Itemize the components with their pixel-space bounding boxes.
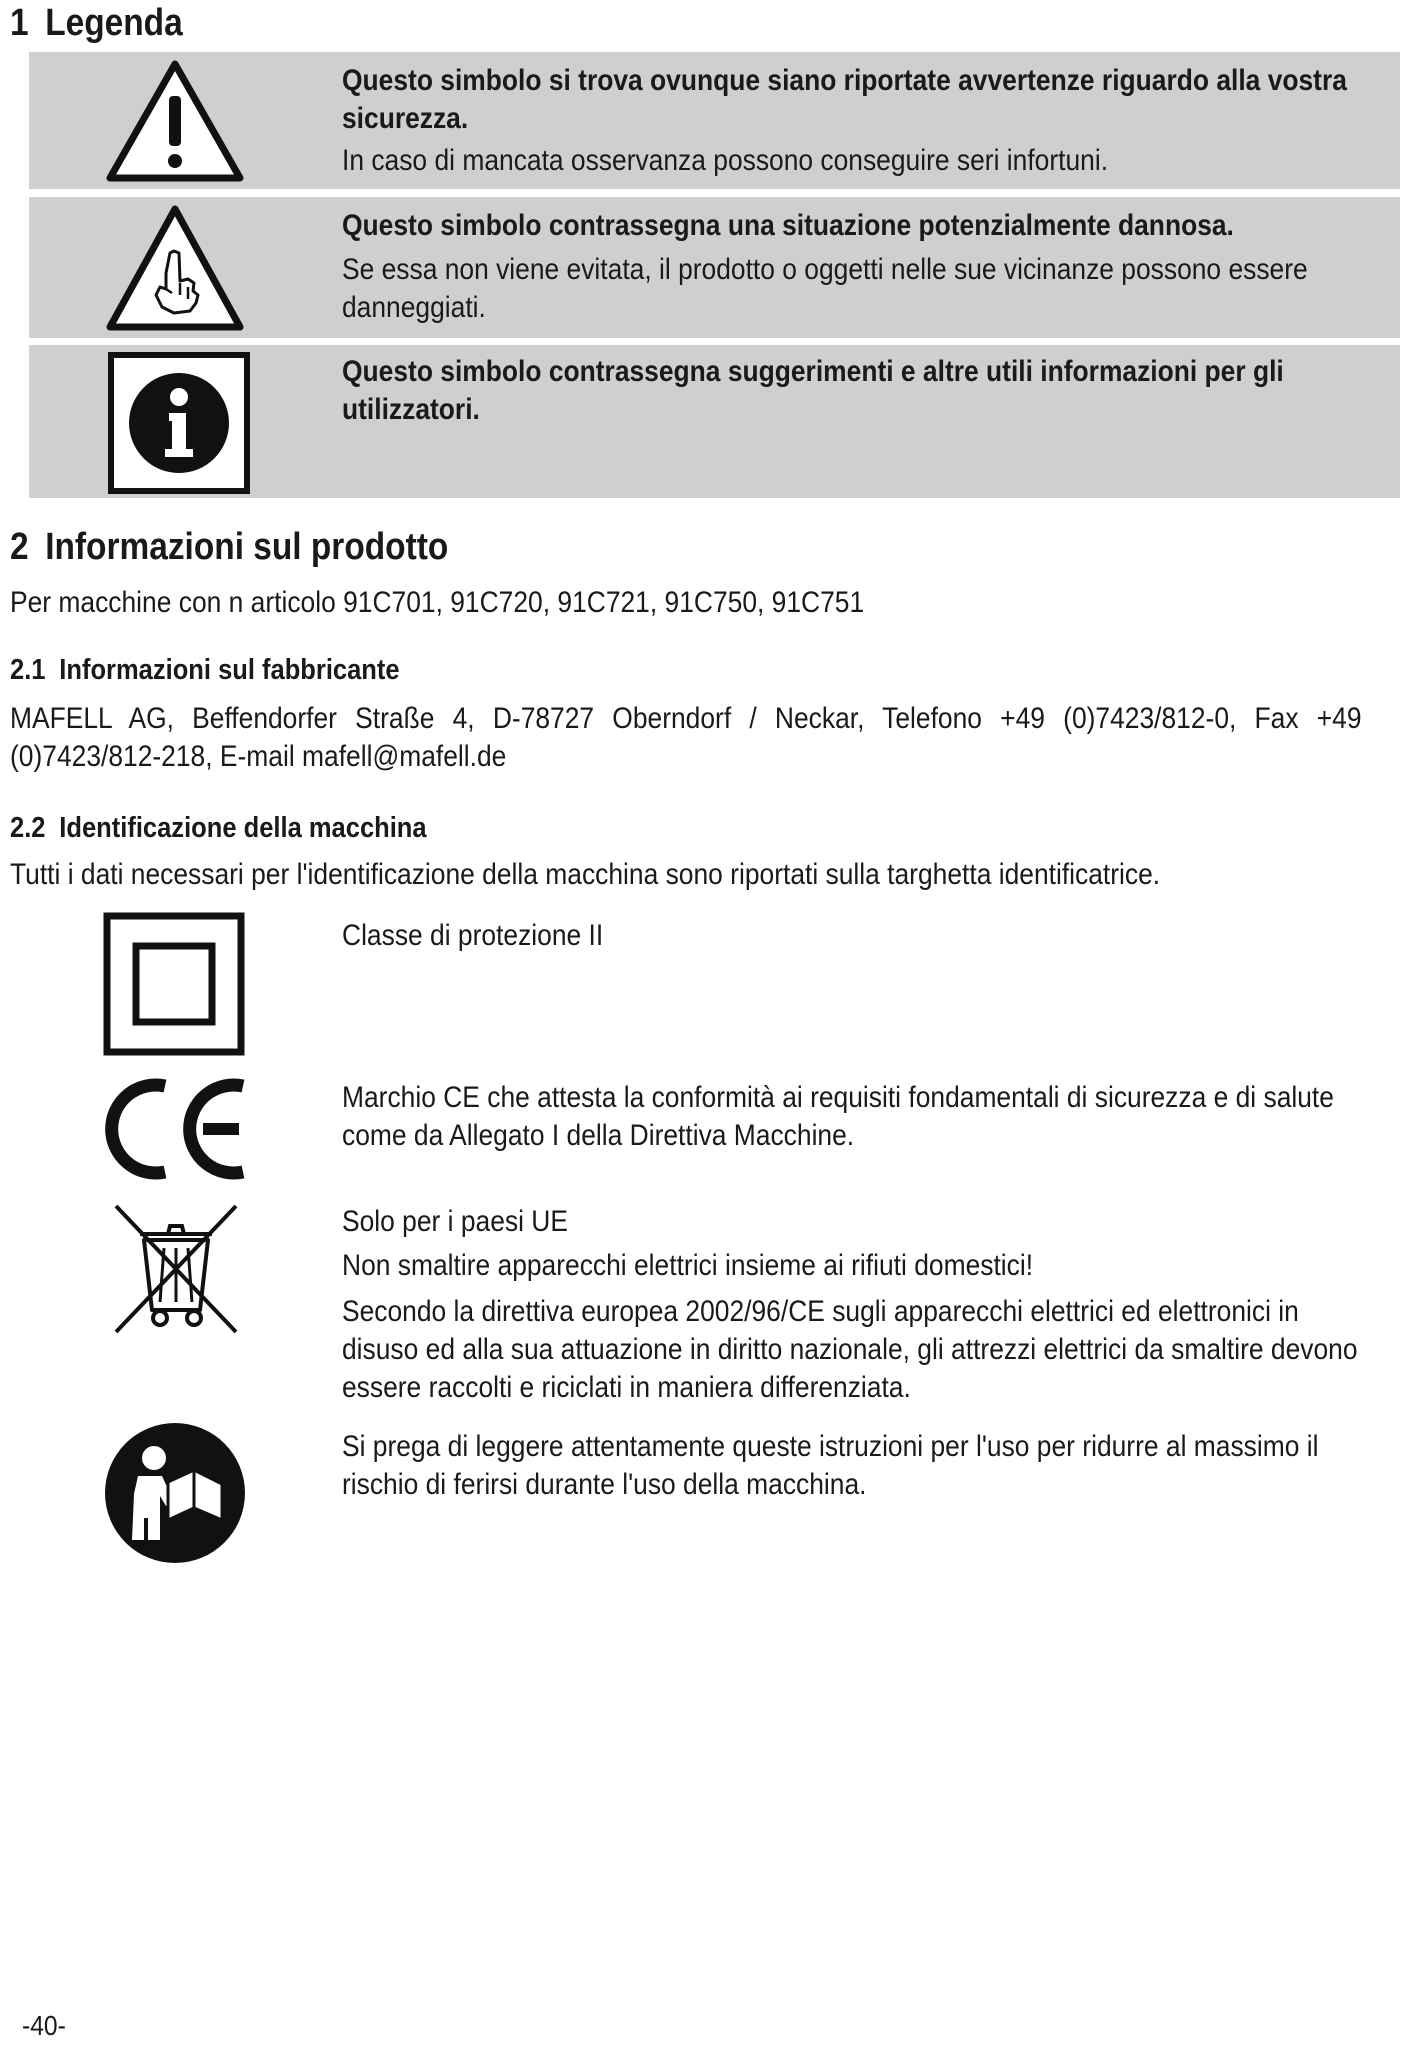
page-number: -40-: [22, 2010, 66, 2041]
subsection-heading-manufacturer: [10, 654, 400, 687]
symbol-line: Si prega di leggere attentamente queste istruzioni per l'uso per ridurre al massimo il rischio di ferirsi durante l'uso della macchina.: [342, 1430, 1319, 1501]
subsection-title: Identificazione della macchina: [59, 812, 427, 844]
manufacturer-text: MAFELL AG, Beffendorfer Straße 4, D-78727 Oberndorf / Neckar, Telefono +49 (0)7423/812-0, Fax +49 (0)7423/812-218, E-mail mafell@mafell.de: [10, 702, 1362, 773]
section-number: 1: [10, 2, 29, 44]
section-heading-product: [10, 526, 448, 569]
symbol-text-weee: [342, 1203, 1372, 1407]
legend-row-potential-damage: [29, 197, 1400, 338]
legend-text-3: [342, 353, 1392, 429]
symbol-line: Non smaltire apparecchi elettrici insieme ai rifiuti domestici!: [342, 1249, 1034, 1282]
subsection-number: 2.1: [10, 654, 46, 686]
symbol-text-protection: [342, 917, 1372, 955]
symbol-line: Marchio CE che attesta la conformità ai requisiti fondamentali di sicurezza e di salute come da Allegato I della Direttiva Macchine.: [342, 1081, 1334, 1152]
section-heading-legend: [10, 2, 183, 45]
legend-bold-text: Questo simbolo contrassegna suggerimenti e altre utili informazioni per gli utilizzatori.: [342, 355, 1284, 426]
legend-text-1: [342, 62, 1392, 180]
symbol-text-ce: [342, 1079, 1372, 1155]
symbol-line: Solo per i paesi UE: [342, 1205, 568, 1238]
legend-bold-text: Questo simbolo contrassegna una situazione potenzialmente dannosa.: [342, 209, 1234, 242]
product-intro: [10, 584, 1362, 622]
legend-normal-text: Se essa non viene evitata, il prodotto o oggetti nelle sue vicinanze possono essere danneggiati.: [342, 253, 1308, 324]
symbol-line: Classe di protezione II: [342, 919, 604, 952]
product-intro-text: Per macchine con n articolo 91C701, 91C720, 91C721, 91C750, 91C751: [10, 586, 865, 619]
section-number: 2: [10, 526, 29, 568]
legend-row-safety-warning: [29, 52, 1400, 189]
read-manual-icon: [104, 1422, 246, 1564]
legend-text-2: [342, 207, 1392, 327]
warning-exclamation-icon: [104, 58, 246, 186]
symbol-line: Secondo la direttiva europea 2002/96/CE sugli apparecchi elettrici ed elettronici in disuso ed alla sua attuazione in diritto nazionale, gli attrezzi elettrici da smaltire devono essere raccolti e riciclati in maniera differenziata.: [342, 1295, 1358, 1404]
warning-hand-icon: [104, 203, 246, 335]
section-title: Legenda: [45, 2, 183, 44]
legend-normal-text: In caso di mancata osservanza possono conseguire seri infortuni.: [342, 144, 1109, 177]
weee-crossed-bin-icon: [110, 1200, 242, 1338]
subsection-title: Informazioni sul fabbricante: [59, 654, 400, 686]
subsection-number: 2.2: [10, 812, 46, 844]
ce-mark-icon: [103, 1078, 245, 1180]
manufacturer-info: [10, 700, 1362, 776]
subsection-heading-identification: [10, 812, 427, 845]
info-icon: [107, 351, 251, 495]
section-title: Informazioni sul prodotto: [45, 526, 449, 568]
identification-info: [10, 856, 1362, 894]
symbol-text-read-manual: [342, 1428, 1372, 1504]
protection-class-ii-icon: [103, 912, 245, 1056]
legend-bold-text: Questo simbolo si trova ovunque siano riportate avvertenze riguardo alla vostra sicurezza.: [342, 64, 1347, 135]
legend-row-info: [29, 345, 1400, 498]
identification-text: Tutti i dati necessari per l'identificazione della macchina sono riportati sulla targhetta identificatrice.: [10, 858, 1161, 891]
